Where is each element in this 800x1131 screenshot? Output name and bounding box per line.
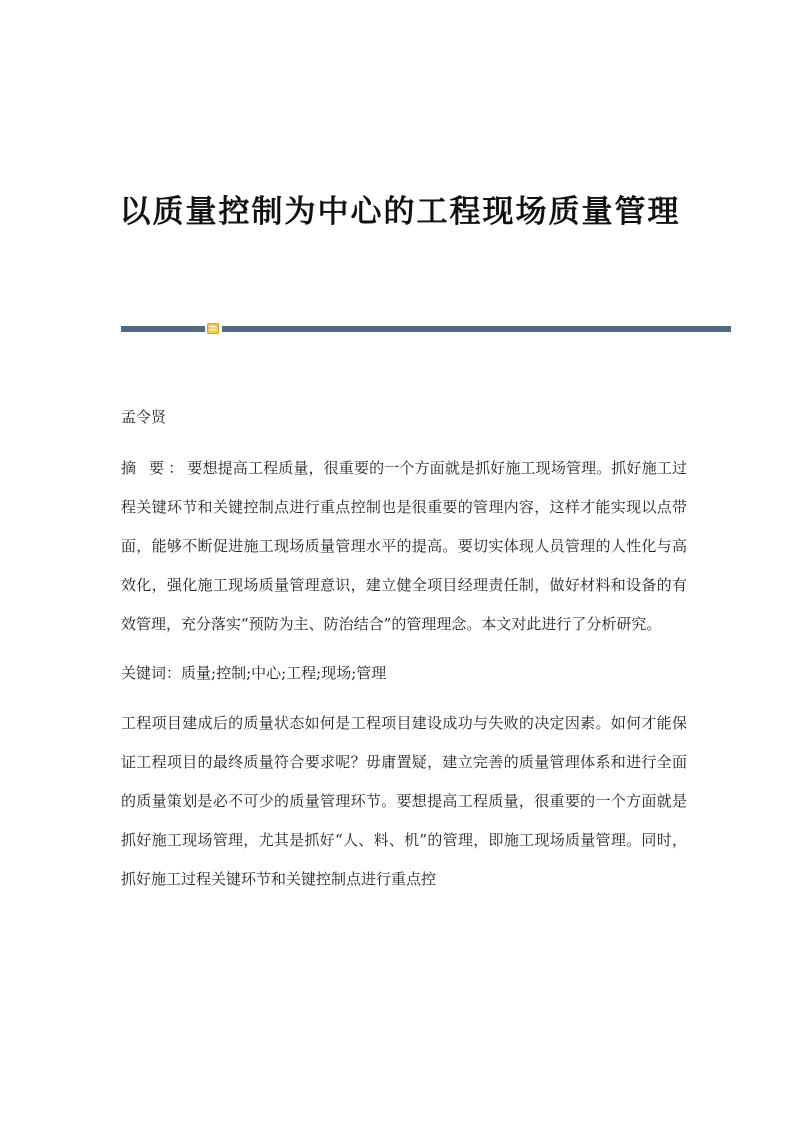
abstract-text: 要想提高工程质量，很重要的一个方面就是抓好施工现场管理。抓好施工过程关键环节和关键控制点进行重点控制也是很重要的管理内容，这样才能实现以点带面，能够不断促进施工现场质量管理水平的提高。要切实体现人员管理的人性化与高效化，强化施工现场质量管理意识，建立健全项目经理责任制，做好材料和设备的有效管理，充分落实“预防为主、防治结合”的管理理念。本文对此进行了分析研究。 xyxy=(121,459,687,633)
keywords-line xyxy=(121,654,687,693)
document-body xyxy=(121,398,687,899)
abstract-paragraph xyxy=(121,449,687,644)
divider-bar-left xyxy=(121,326,205,332)
divider-bar-right xyxy=(222,326,731,332)
keywords-label: 关键词： xyxy=(121,664,182,682)
document-badge-icon xyxy=(207,323,219,334)
title-divider xyxy=(121,325,731,333)
author-name: 孟令贤 xyxy=(121,408,167,426)
keywords-text: 质量;控制;中心;工程;现场;管理 xyxy=(181,664,387,682)
document-title: 以质量控制为中心的工程现场质量管理 xyxy=(119,194,681,230)
abstract-label: 摘 要： xyxy=(121,459,188,477)
body-paragraph: 工程项目建成后的质量状态如何是工程项目建设成功与失败的决定因素。如何才能保证工程项目的最终质量符合要求呢？毋庸置疑，建立完善的质量管理体系和进行全面的质量策划是必不可少的质量管理环节。要想提高工程质量，很重要的一个方面就是抓好施工现场管理，尤其是抓好“人、料、机”的管理，即施工现场质量管理。同时，抓好施工过程关键环节和关键控制点进行重点控 xyxy=(121,714,687,888)
